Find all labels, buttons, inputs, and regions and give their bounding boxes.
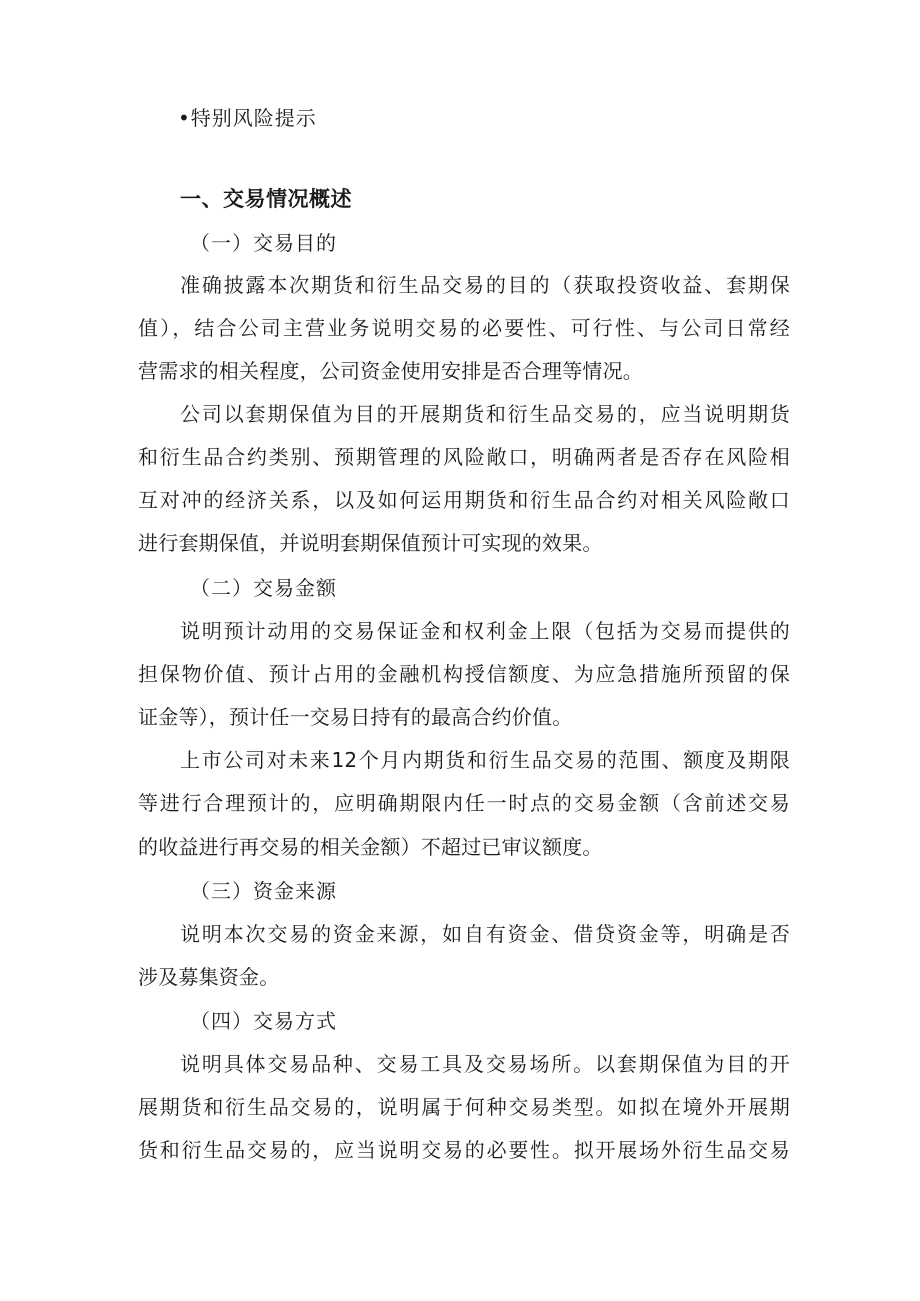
paragraph-line: 展期货和衍生品交易的，说明属于何种交易类型。如拟在境外开展期 xyxy=(138,1095,790,1119)
paragraph-line: 和衍生品合约类别、预期管理的风险敞口，明确两者是否存在风险相 xyxy=(138,445,790,469)
section-heading: 一、交易情况概述 xyxy=(180,187,352,211)
subheading-funding-source: （三）资金来源 xyxy=(190,879,337,903)
paragraph-line: 涉及募集资金。 xyxy=(138,965,280,989)
paragraph-line: 的收益进行再交易的相关金额）不超过已审议额度。 xyxy=(138,835,603,859)
paragraph-line: 说明预计动用的交易保证金和权利金上限（包括为交易而提供的 xyxy=(180,619,790,643)
paragraph-line: 上市公司对未来12个月内期货和衍生品交易的范围、额度及期限 xyxy=(180,748,790,772)
paragraph-line: 说明具体交易品种、交易工具及交易场所。以套期保值为目的开 xyxy=(180,1052,790,1076)
subheading-amount: （二）交易金额 xyxy=(190,576,337,600)
subheading-trading-method: （四）交易方式 xyxy=(190,1009,337,1033)
paragraph-line: 值），结合公司主营业务说明交易的必要性、可行性、与公司日常经 xyxy=(138,316,790,340)
paragraph-line: 货和衍生品交易的，应当说明交易的必要性。拟开展场外衍生品交易 xyxy=(138,1138,790,1162)
paragraph-line: 进行套期保值，并说明套期保值预计可实现的效果。 xyxy=(138,531,603,555)
paragraph-line: 公司以套期保值为目的开展期货和衍生品交易的，应当说明期货 xyxy=(180,402,790,426)
paragraph-line: 营需求的相关程度，公司资金使用安排是否合理等情况。 xyxy=(138,359,643,383)
paragraph-line: 互对冲的经济关系，以及如何运用期货和衍生品合约对相关风险敞口 xyxy=(138,488,790,512)
paragraph-line: 证金等），预计任一交易日持有的最高合约价值。 xyxy=(138,705,573,729)
subheading-purpose: （一）交易目的 xyxy=(190,231,337,255)
special-risk-notice-bullet: •特别风险提示 xyxy=(178,106,317,130)
paragraph-line: 说明本次交易的资金来源，如自有资金、借贷资金等，明确是否 xyxy=(180,922,790,946)
paragraph-line: 准确披露本次期货和衍生品交易的目的（获取投资收益、套期保 xyxy=(180,273,790,297)
paragraph-line: 等进行合理预计的，应明确期限内任一时点的交易金额（含前述交易 xyxy=(138,791,790,815)
paragraph-line: 担保物价值、预计占用的金融机构授信额度、为应急措施所预留的保 xyxy=(138,662,790,686)
